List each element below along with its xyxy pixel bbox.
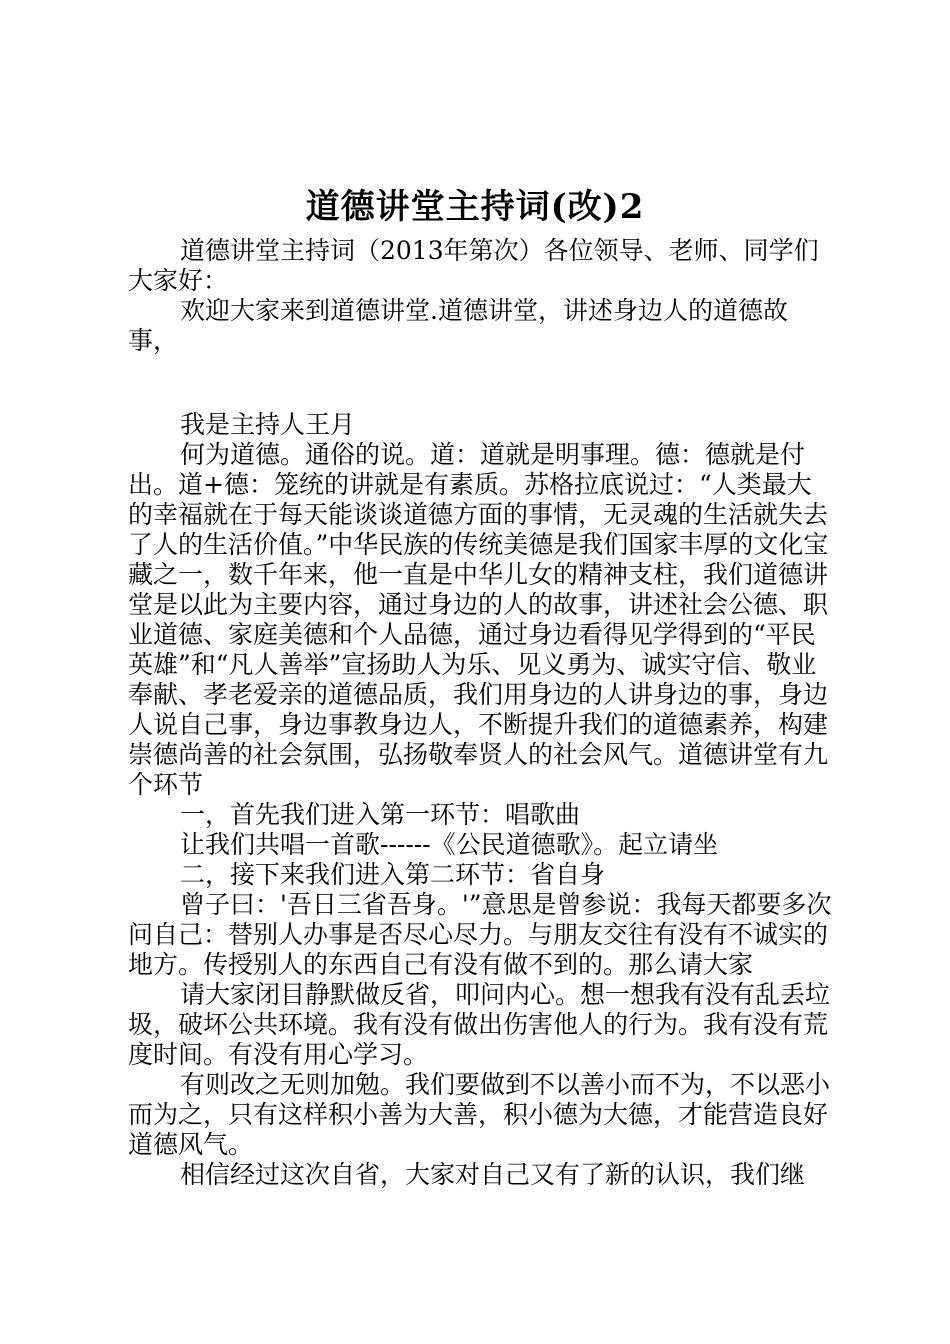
paragraph-host: 我是主持人王月 <box>180 410 356 439</box>
paragraph-zengzi: 曾子曰：'吾日三省吾身。'”意思是曾参说：我每天都要多次问自己：替别人办事是否尽心尽力。与朋友交往有没有不诚实的地方。传授别人的东西自己有没有做不到的。那么请大家 <box>128 890 832 979</box>
document-body <box>128 236 835 1190</box>
paragraph-section-two: 二，接下来我们进入第二环节：省自身 <box>180 860 606 889</box>
paragraph-section-one: 一，首先我们进入第一环节：唱歌曲 <box>180 800 581 829</box>
paragraph-continuation: 相信经过这次自省，大家对自己又有了新的认识，我们继 <box>180 1160 806 1189</box>
paragraph-reflection: 请大家闭目静默做反省，叩问内心。想一想我有没有乱丢垃圾，破坏公共环境。我有没有做出伤害他人的行为。我有没有荒度时间。有没有用心学习。 <box>128 980 831 1069</box>
paragraph-song: 让我们共唱一首歌------《公民道德歌》。起立请坐 <box>180 830 719 859</box>
paragraph-morality-definition: 何为道德。通俗的说。道：道就是明事理。德：德就是付出。道+德：笼统的讲就是有素质。苏格拉底说过：“人类最大的幸福就在于每天能谈谈道德方面的事情，无灵魂的生活就失去了人的生活价值。”中华民族的传统美德是我们国家丰厚的文化宝藏之一，数千年来，他一直是中华儿女的精神支柱，我们道德讲堂是以此为主要内容，通过身边的人的故事，讲述社会公德、职业道德、家庭美德和个人品德，通过身边看得见学得到的“平民英雄”和“凡人善举”宣扬助人为乐、见义勇为、诚实守信、敬业奉献、孝老爱亲的道德品质，我们用身边的人讲身边的事，身边人说自己事，身边事教身边人，不断提升我们的道德素养，构建崇德尚善的社会氛围，弘扬敬奉贤人的社会风气。道德讲堂有九个环节 <box>128 440 829 799</box>
paragraph-encouragement: 有则改之无则加勉。我们要做到不以善小而不为，不以恶小而为之，只有这样积小善为大善，积小德为大德，才能营造良好道德风气。 <box>128 1070 831 1159</box>
paragraph-spacer <box>128 356 835 410</box>
paragraph-greeting: 道德讲堂主持词（2013年第次）各位领导、老师、同学们大家好： <box>128 236 819 295</box>
paragraph-welcome: 欢迎大家来到道德讲堂.道德讲堂，讲述身边人的道德故事， <box>128 296 788 355</box>
document-title: 道德讲堂主持词(改)2 <box>305 187 645 227</box>
